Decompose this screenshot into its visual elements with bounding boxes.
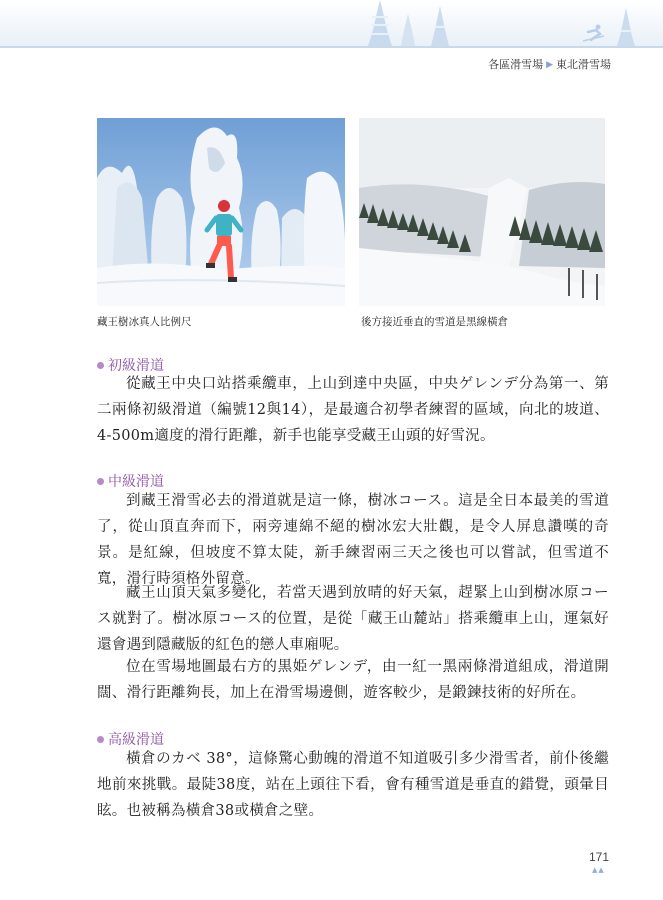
spire-icon [366,0,394,46]
photo-caption-left: 藏王樹冰真人比例尺 [97,316,192,328]
paragraph: 位在雪場地圖最右方的黒姫ゲレンデ，由一紅一黑兩條滑道組成，滑道開闊、滑行距離夠長，加上在滑雪場邊側，遊客較少，是鍛鍊技術的好所在。 [97,659,609,701]
header-divider [0,46,663,48]
spire-icon [430,0,450,46]
skier-icon [582,24,608,44]
snow-monster-photo [97,118,345,306]
paragraph: 到藏王滑雪必去的滑道就是這一條，樹冰コース。這是全日本最美的雪道了，從山頂直奔而下，兩旁連綿不絕的樹冰宏大壯觀，是令人屏息讚嘆的奇景。是紅線，但坡度不算太陡，新手練習兩三天之後也可以嘗試，但雪道不寬，滑行時須格外留意。 [97,493,609,587]
spire-icon [616,0,636,46]
paragraph: 從藏王中央口站搭乘纜車，上山到達中央區，中央ゲレンデ分為第一、第二兩條初級滑道（編號12與14），是最適合初學者練習的區域，向北的坡道、4-500m適度的滑行距離，新手也能享受藏王山頭的好雪況。 [97,376,609,444]
section-heading-text: 中級滑道 [108,473,164,489]
page-number: 171 [589,850,610,864]
spire-icon [400,0,416,46]
breadcrumb-page: 東北滑雪場 [556,59,611,71]
bullet-dot-icon [97,362,104,369]
bullet-dot-icon [97,736,104,743]
breadcrumb-arrow-icon: ▶ [546,58,553,69]
bullet-dot-icon [97,478,104,485]
page-ornament-icon: ▲▲ [592,866,605,874]
photo-caption-right: 後方接近垂直的雪道是黑線橫倉 [361,316,508,328]
paragraph: 橫倉のカベ 38°，這條驚心動魄的滑道不知道吸引多少滑雪者，前仆後繼地前來挑戰。最陡38度，站在上頭往下看，會有種雪道是垂直的錯覺，頭暈目眩。也被稱為橫倉38或橫倉之壁。 [97,751,609,819]
ski-slope-photo [359,118,605,306]
breadcrumb-section: 各區滑雪場 [488,59,544,71]
breadcrumb [488,56,611,72]
header-band [0,0,663,46]
section-heading-text: 初級滑道 [108,357,164,373]
section-heading-text: 高級滑道 [108,731,164,747]
paragraph: 藏王山頂天氣多變化，若當天遇到放晴的好天氣，趕緊上山到樹冰原コース就對了。樹冰原コース的位置，是從「藏王山麓站」搭乘纜車上山，運氣好還會遇到隱藏版的紅色的戀人車廂呢。 [97,585,609,653]
